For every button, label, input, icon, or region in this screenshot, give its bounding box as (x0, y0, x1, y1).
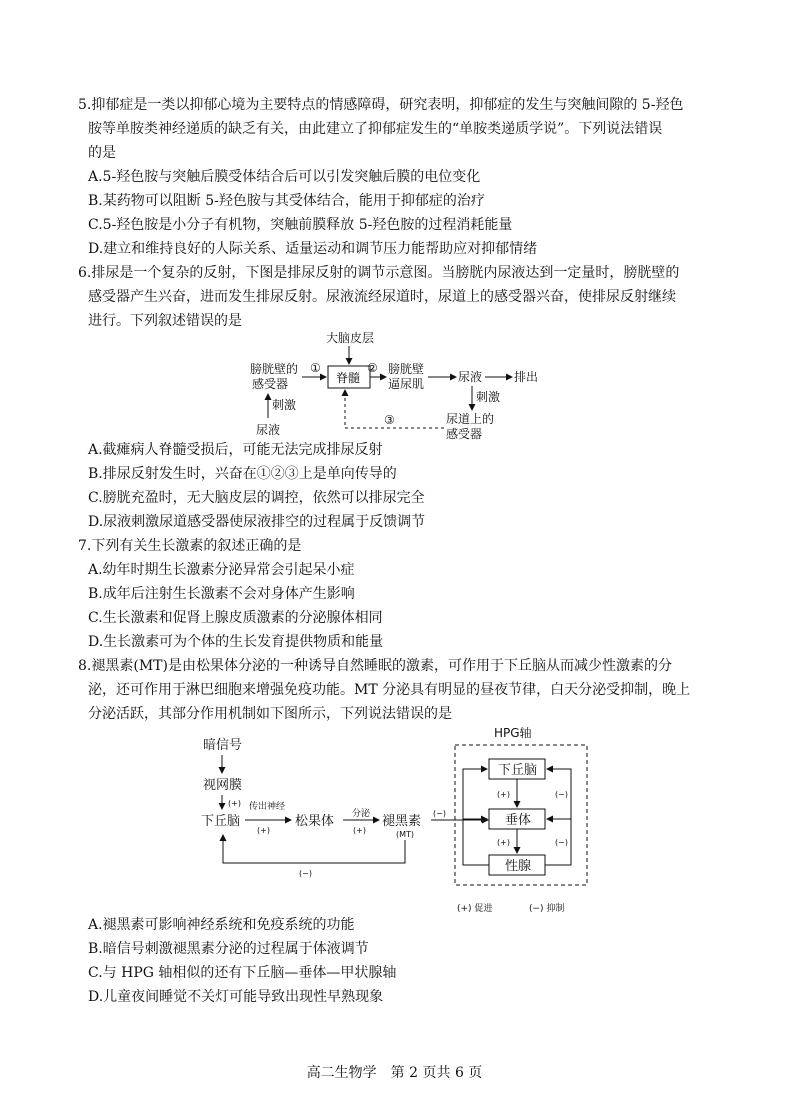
q7-option-d: D.生长激素可为个体的生长发育提供物质和能量 (88, 634, 384, 650)
q6-muscle-label-2: 逼尿肌 (388, 377, 425, 391)
q7-stem-line-1: 7.下列有关生长激素的叙述正确的是 (78, 538, 302, 554)
q6-stem-line-3: 进行。下列叙述错误的是 (88, 313, 242, 329)
q5-stem-line-1: 5.抑郁症是一类以抑郁心境为主要特点的情感障碍，研究表明，抑郁症的发生与突触间隙的 5-羟色 (78, 97, 684, 113)
q7-option-c: C.生长激素和促肾上腺皮质激素的分泌腺体相同 (88, 610, 383, 626)
q8-option-c: C.与 HPG 轴相似的还有下丘脑—垂体—甲状腺轴 (88, 965, 397, 981)
q6-stimulate-label-1: 刺激 (272, 398, 297, 412)
q8-plus-2: (+) (257, 826, 270, 835)
q6-spinal-cord-label: 脊髓 (336, 371, 361, 385)
q7-option-b: B.成年后注射生长激素不会对身体产生影响 (88, 586, 355, 602)
q6-pathway-2: ② (367, 361, 378, 375)
q5-option-d: D.建立和维持良好的人际关系、适量运动和调节压力能帮助应对抑郁情绪 (88, 241, 538, 257)
q6-pathway-3: ③ (384, 413, 395, 427)
q6-option-d: D.尿液刺激尿道感受器使尿液排空的过程属于反馈调节 (88, 514, 426, 530)
q6-stem-line-2: 感受器产生兴奋，进而发生排尿反射。尿液流经尿道时，尿道上的感受器兴奋，使排尿反射继续 (88, 289, 676, 305)
q6-cortex-label: 大脑皮层 (326, 331, 375, 345)
q6-excrete-label: 排出 (514, 370, 539, 384)
q8-hypothalamus-label: 下丘脑 (201, 814, 241, 829)
q6-option-c: C.膀胱充盈时，无大脑皮层的调控，依然可以排尿完全 (88, 490, 425, 506)
hpg-axis-title: HPG轴 (494, 726, 532, 740)
q8-diagram-melatonin-mechanism (195, 725, 615, 920)
q8-option-b: B.暗信号刺激褪黑素分泌的过程属于体液调节 (88, 941, 369, 957)
q8-plus-3: (+) (353, 826, 366, 835)
q6-urethra-receptor-label-1: 尿道上的 (446, 412, 495, 426)
q6-urethra-receptor-label-2: 感受器 (446, 427, 483, 441)
q6-stem-line-1: 6.排尿是一个复杂的反射，下图是排尿反射的调节示意图。当膀胱内尿液达到一定量时，膀胱壁的 (78, 265, 680, 281)
q5-option-a: A.5-羟色胺与突触后膜受体结合后可以引发突触后膜的电位变化 (88, 169, 481, 185)
question-5 (78, 93, 718, 261)
question-6 (78, 261, 718, 333)
legend-promote: (+) 促进 (457, 904, 493, 914)
q8-dark-signal-label: 暗信号 (203, 738, 243, 753)
question-8 (78, 654, 718, 726)
q8-stem-line-1: 8.褪黑素(MT)是由松果体分泌的一种诱导自然睡眠的激素，可作用于下丘脑从而减少性激素的分 (78, 658, 672, 674)
q5-option-b: B.某药物可以阻断 5-羟色胺与其受体结合，能用于抑郁症的治疗 (88, 193, 485, 209)
q8-secrete-label: 分泌 (352, 809, 371, 819)
hpg-minus-1: (−) (555, 790, 568, 799)
q8-mt-abbr: (MT) (396, 830, 415, 839)
hpg-plus-1: (+) (497, 790, 510, 799)
question-7 (78, 534, 718, 654)
q6-diagram-urination-reflex (240, 330, 560, 448)
question-8-options (78, 913, 718, 1009)
q5-stem-line-2: 胺等单胺类神经递质的缺乏有关，由此建立了抑郁症发生的“单胺类递质学说”。下列说法错误 (88, 121, 663, 137)
q5-option-c: C.5-羟色胺是小分子有机物，突触前膜释放 5-羟色胺的过程消耗能量 (88, 217, 513, 233)
q8-pineal-label: 松果体 (295, 814, 335, 829)
q8-option-d: D.儿童夜间睡觉不关灯可能导致出现性早熟现象 (88, 989, 384, 1005)
q8-efferent-nerve-label: 传出神经 (249, 802, 286, 812)
page-footer: 高二生物学 第 2 页共 6 页 (306, 1065, 483, 1081)
q6-option-a: A.截瘫病人脊髓受损后，可能无法完成排尿反射 (88, 442, 383, 458)
q5-stem-line-3: 的是 (88, 145, 116, 161)
hpg-gonad-label: 性腺 (505, 859, 532, 874)
hpg-plus-2: (+) (497, 838, 510, 847)
q8-plus-1: (+) (228, 799, 241, 808)
question-6-options (78, 438, 718, 534)
q7-option-a: A.幼年时期生长激素分泌异常会引起呆小症 (88, 562, 355, 578)
q8-stem-line-2: 泌，还可作用于淋巴细胞来增强免疫功能。MT 分泌具有明显的昼夜节律，白天分泌受抑制，晚上 (88, 682, 691, 698)
q8-retina-label: 视网膜 (203, 778, 243, 793)
q8-stem-line-3: 分泌活跃，其部分作用机制如下图所示，下列说法错误的是 (88, 706, 452, 722)
q8-option-a: A.褪黑素可影响神经系统和免疫系统的功能 (88, 917, 355, 933)
q6-muscle-label-1: 膀胱壁 (388, 362, 425, 376)
hpg-minus-2: (−) (555, 838, 568, 847)
q6-pathway-1: ① (310, 361, 321, 375)
legend-inhibit: (−) 抑制 (529, 904, 565, 914)
q6-receptor-label-2: 感受器 (252, 377, 289, 391)
q6-urine-label: 尿液 (256, 423, 281, 437)
q6-option-b: B.排尿反射发生时，兴奋在①②③上是单向传导的 (88, 466, 397, 482)
hpg-pituitary-label: 垂体 (505, 813, 532, 828)
q8-melatonin-label: 褪黑素 (382, 814, 422, 829)
q6-urine-flow-label: 尿液 (458, 370, 483, 384)
q6-stimulate-label-2: 刺激 (476, 390, 501, 404)
q6-receptor-label-1: 膀胱壁的 (250, 362, 299, 376)
q8-minus-to-hpg: (−) (433, 809, 446, 818)
hpg-hypothalamus-label: 下丘脑 (498, 763, 538, 778)
q8-minus-feedback: (−) (299, 869, 312, 878)
